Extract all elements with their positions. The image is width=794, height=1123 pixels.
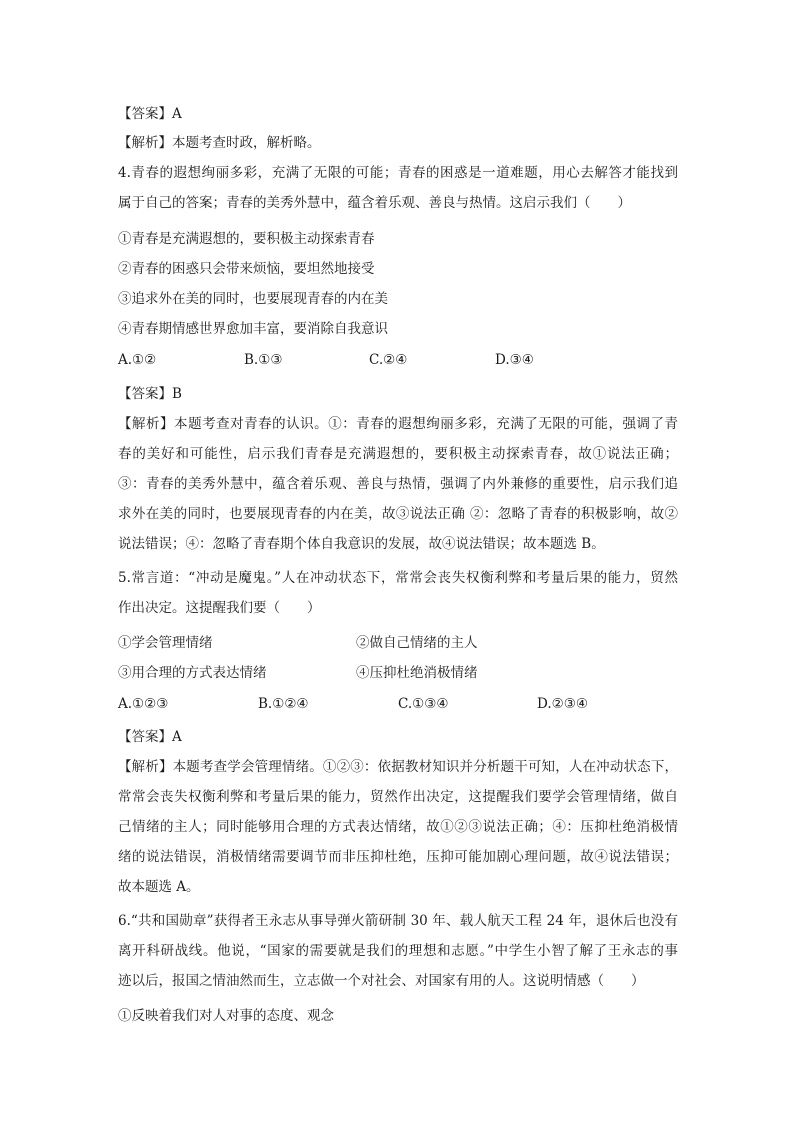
answer-line: 【答案】B (118, 386, 182, 402)
statement-1: ①学会管理情绪 (118, 635, 213, 651)
statement-2: ②做自己情绪的主人 (356, 635, 478, 651)
question-4-options (118, 350, 678, 370)
option-b: B.①③ (244, 352, 283, 368)
question-4-statement-4: ④青春期情感世界愈加丰富，要消除自我意识 (118, 321, 388, 337)
question-6-stem-line-1: 6.“共和国勋章”获得者王永志从事导弹火箭研制 30 年、载人航天工程 24 年，退休后也没有 (118, 913, 678, 929)
analysis-line-3: 己情绪的主人；同时能够用合理的方式表达情绪，故①②③说法正确；④：压抑杜绝消极情 (118, 819, 678, 835)
question-5-options (118, 694, 678, 714)
question-4-stem-line-1: 4.青春的遐想绚丽多彩，充满了无限的可能；青春的困惑是一道难题，用心去解答才能找到 (118, 165, 678, 181)
analysis-line-3: ③：青春的美秀外慧中，蕴含着乐观、善良与热情，强调了内外兼修的重要性，启示我们追 (118, 476, 678, 492)
question-4-statement-1: ①青春是充满遐想的，要积极主动探索青春 (118, 231, 375, 247)
analysis-line: 【解析】本题考查时政，解析略。 (118, 135, 321, 151)
analysis-line-1: 【解析】本题考查学会管理情绪。①②③：依据教材知识并分析题干可知，人在冲动状态下， (118, 759, 678, 775)
option-d: D.②③④ (537, 696, 588, 712)
question-6-statement-1: ①反映着我们对人对事的态度、观念 (118, 1008, 334, 1024)
question-6-stem-line-3: 迹以后，报国之情油然而生，立志做一个对社会、对国家有用的人。这说明情感（ ） (118, 973, 645, 989)
analysis-line-4: 求外在美的同时，也要展现青春的内在美，故③说法正确 ②：忽略了青春的积极影响，故② (118, 506, 678, 522)
statement-4: ④压抑杜绝消极情绪 (356, 665, 478, 681)
analysis-line-5: 说法错误；④：忽略了青春期个体自我意识的发展，故④说法错误；故本题选 B。 (118, 536, 605, 552)
question-4-statement-2: ②青春的困惑只会带来烦恼，要坦然地接受 (118, 261, 375, 277)
analysis-line-2: 春的美好和可能性，启示我们青春是充满遐想的，要积极主动探索青春，故①说法正确； (118, 446, 678, 462)
question-6-stem-line-2: 离开科研战线。他说，“国家的需要就是我们的理想和志愿。”中学生小智了解了王永志的事 (118, 943, 678, 959)
question-4-stem-line-2: 属于自己的答案；青春的美秀外慧中，蕴含着乐观、善良与热情。这启示我们（ ） (118, 195, 631, 211)
question-4-statement-3: ③追求外在美的同时，也要展现青春的内在美 (118, 291, 388, 307)
question-5-stem-line-1: 5.常言道：“冲动是魔鬼。”人在冲动状态下，常常会丧失权衡利弊和考量后果的能力，贸然 (118, 570, 678, 586)
question-5-statements-row-2 (118, 663, 678, 683)
analysis-line-5: 故本题选 A。 (118, 879, 200, 895)
option-b: B.①②④ (258, 696, 309, 712)
option-c: C.①③④ (398, 696, 449, 712)
answer-line: 【答案】A (118, 106, 182, 122)
analysis-line-4: 绪的说法错误，消极情绪需要调节而非压抑杜绝，压抑可能加剧心理问题，故④说法错误； (118, 849, 678, 865)
question-5-statements-row-1 (118, 633, 678, 653)
statement-3: ③用合理的方式表达情绪 (118, 665, 267, 681)
analysis-line-2: 常常会丧失权衡利弊和考量后果的能力，贸然作出决定，这提醒我们要学会管理情绪，做自 (118, 789, 678, 805)
option-a: A.①② (118, 352, 157, 368)
answer-line: 【答案】A (118, 729, 182, 745)
analysis-line-1: 【解析】本题考查对青春的认识。①：青春的遐想绚丽多彩，充满了无限的可能，强调了青 (118, 416, 678, 432)
option-d: D.③④ (495, 352, 534, 368)
option-a: A.①②③ (118, 696, 169, 712)
option-c: C.②④ (369, 352, 408, 368)
question-5-stem-line-2: 作出决定。这提醒我们要（ ） (118, 600, 321, 616)
